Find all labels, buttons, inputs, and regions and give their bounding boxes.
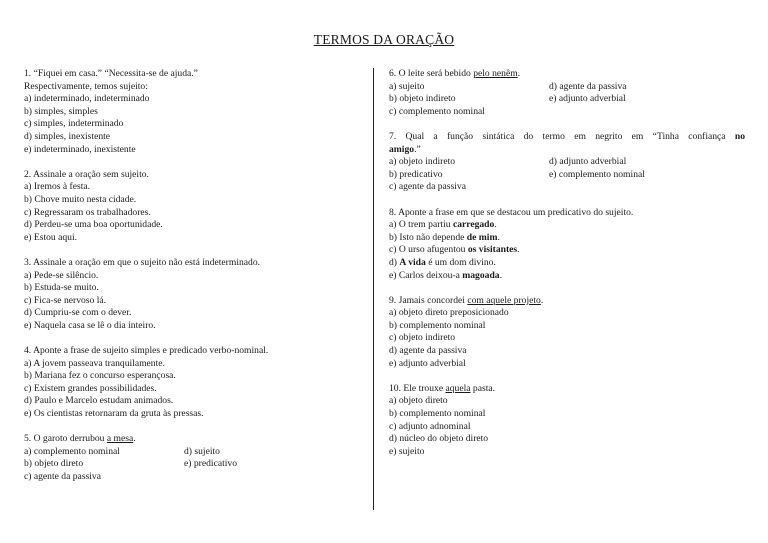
underlined-term: com aquele projeto [467, 294, 541, 306]
option-text: . [499, 269, 502, 281]
question-7 [389, 131, 745, 194]
option-d: d) adjunto adverbial [549, 156, 627, 168]
option-c: c) objeto indireto [389, 332, 456, 344]
bold-term: amigo [389, 143, 415, 155]
option-a: a) objeto indireto [389, 156, 456, 168]
option-a: a) objeto direto [389, 395, 448, 407]
option-c: c) complemento nominal [389, 105, 485, 117]
option-empty [549, 181, 729, 194]
question-3 [24, 257, 364, 333]
bold-term: carregado [452, 219, 495, 231]
option-e: e) Naquela casa se lê o dia inteiro. [24, 319, 156, 331]
option-c: c) Existem grandes possibilidades. [24, 382, 157, 394]
option-text: d) [389, 256, 400, 268]
option-a: a) A jovem passeava tranquilamente. [24, 357, 165, 369]
question-1 [24, 68, 364, 156]
option-text: c) O urso afugentou [389, 244, 468, 256]
option-a: a) complemento nominal [24, 445, 120, 457]
option-b: b) Chove muito nesta cidade. [24, 193, 137, 205]
stem-text: 6. O leite será bebido [389, 68, 474, 79]
bold-term: A vida [399, 256, 426, 268]
question-stem [389, 131, 745, 144]
stem-text: . [133, 433, 136, 445]
option-b: b) Estuda-se muito. [24, 282, 99, 294]
question-10 [389, 383, 745, 459]
right-column [389, 68, 745, 471]
option-d: d) Cumpriu-se com o dever. [24, 307, 132, 319]
question-stem: 3. Assinale a oração em que o sujeito não está indeterminado. [24, 256, 261, 268]
option-a: a) Iremos à festa. [24, 181, 91, 193]
option-text: . [494, 219, 497, 231]
option-b [389, 232, 745, 245]
options-grid [389, 81, 745, 119]
question-stem [389, 144, 745, 157]
question-4 [24, 345, 364, 421]
question-6 [389, 68, 745, 118]
document-title: TERMOS DA ORAÇÃO [313, 32, 455, 47]
option-b: b) simples, simples [24, 105, 98, 117]
option-text: e) Carlos deixou-a [389, 269, 463, 281]
option-e: e) Os cientistas retornaram da gruta às pressas. [24, 408, 204, 420]
option-text: . [497, 231, 500, 243]
option-b: b) objeto indireto [389, 93, 456, 105]
option-a: a) indeterminado, indeterminado [24, 93, 150, 105]
question-stem: 8. Aponte a frase em que se destacou um predicativo do sujeito. [389, 206, 634, 218]
option-d: d) agente da passiva [549, 80, 627, 92]
stem-text: . [540, 294, 544, 306]
question-9 [389, 295, 745, 371]
underlined-term: aquela [445, 382, 471, 394]
question-stem [389, 68, 745, 81]
option-e: e) predicativo [184, 458, 238, 470]
stem-text: 9. Jamais concordei [389, 294, 468, 306]
option-d: d) simples, inexistente [24, 130, 111, 142]
option-c: c) Fica-se nervoso lá. [24, 294, 107, 306]
bold-term: magoada [462, 269, 500, 281]
option-b: b) complemento nominal [389, 408, 486, 420]
question-stem [389, 295, 745, 308]
option-d: d) Perdeu-se uma boa oportunidade. [24, 219, 163, 231]
stem-text: 10. Ele trouxe [389, 382, 446, 394]
question-stem: 2. Assinale a oração sem sujeito. [24, 168, 149, 180]
option-c: c) agente da passiva [389, 181, 466, 193]
option-text: a) O trem partiu [389, 219, 453, 231]
option-b: b) complemento nominal [389, 319, 486, 331]
option-e: e) adjunto adverbial [389, 357, 466, 369]
option-text: . [517, 244, 520, 256]
option-e: e) Estou aqui. [24, 231, 78, 243]
options-grid [389, 156, 745, 194]
option-b: b) predicativo [389, 168, 443, 180]
underlined-term: pelo nenêm [473, 68, 518, 79]
option-d: d) agente da passiva [389, 345, 467, 357]
stem-text: .” [414, 143, 421, 155]
option-e [389, 270, 745, 283]
question-5 [24, 433, 364, 483]
options-grid [24, 446, 364, 484]
question-stem: 4. Aponte a frase de sujeito simples e predicado verbo-nominal. [24, 345, 269, 357]
question-stem [389, 383, 745, 396]
option-c: c) adjunto adnominal [389, 420, 471, 432]
stem-text: 5. O garoto derrubou [24, 433, 107, 445]
option-b: b) objeto direto [24, 458, 84, 470]
question-2 [24, 169, 364, 245]
stem-text: pasta. [470, 382, 496, 394]
option-a: a) Pede-se silêncio. [24, 269, 99, 281]
option-e: e) sujeito [389, 445, 425, 457]
option-a: a) sujeito [389, 80, 425, 92]
question-8 [389, 207, 745, 283]
option-b: b) Mariana fez o concurso esperançosa. [24, 370, 176, 382]
option-d: d) núcleo do objeto direto [389, 433, 489, 445]
left-column [24, 68, 364, 496]
bold-term: de mim [466, 231, 498, 243]
option-empty [184, 471, 364, 484]
option-e: e) complemento nominal [549, 168, 645, 180]
option-c: c) Regressaram os trabalhadores. [24, 206, 151, 218]
stem-text: . [517, 68, 521, 79]
option-text: b) Isto não depende [389, 231, 467, 243]
option-d [389, 257, 745, 270]
option-a [389, 219, 745, 232]
option-d: d) Paulo e Marcelo estudam animados. [24, 395, 174, 407]
option-empty [549, 106, 729, 119]
option-a: a) objeto direto preposicionado [389, 307, 509, 319]
option-c: c) simples, indeterminado [24, 118, 124, 130]
option-text: é um dom divino. [425, 256, 496, 268]
option-c [389, 244, 745, 257]
option-d: d) sujeito [184, 445, 220, 457]
option-c: c) agente da passiva [24, 471, 101, 482]
question-stem: 1. “Fiquei em casa.” “Necessita-se de ajuda.” [24, 68, 198, 79]
question-stem: Respectivamente, temos sujeito: [24, 80, 148, 92]
column-divider [373, 68, 374, 510]
bold-term: os visitantes [467, 244, 518, 256]
bold-term: no [734, 130, 745, 142]
option-e: e) adjunto adverbial [549, 93, 626, 105]
option-e: e) indeterminado, inexistente [24, 143, 136, 155]
stem-text: 7. Qual a função sintática do termo em negrito em “Tinha confiança [389, 130, 735, 142]
question-stem [24, 433, 364, 446]
underlined-term: a mesa [106, 433, 134, 445]
